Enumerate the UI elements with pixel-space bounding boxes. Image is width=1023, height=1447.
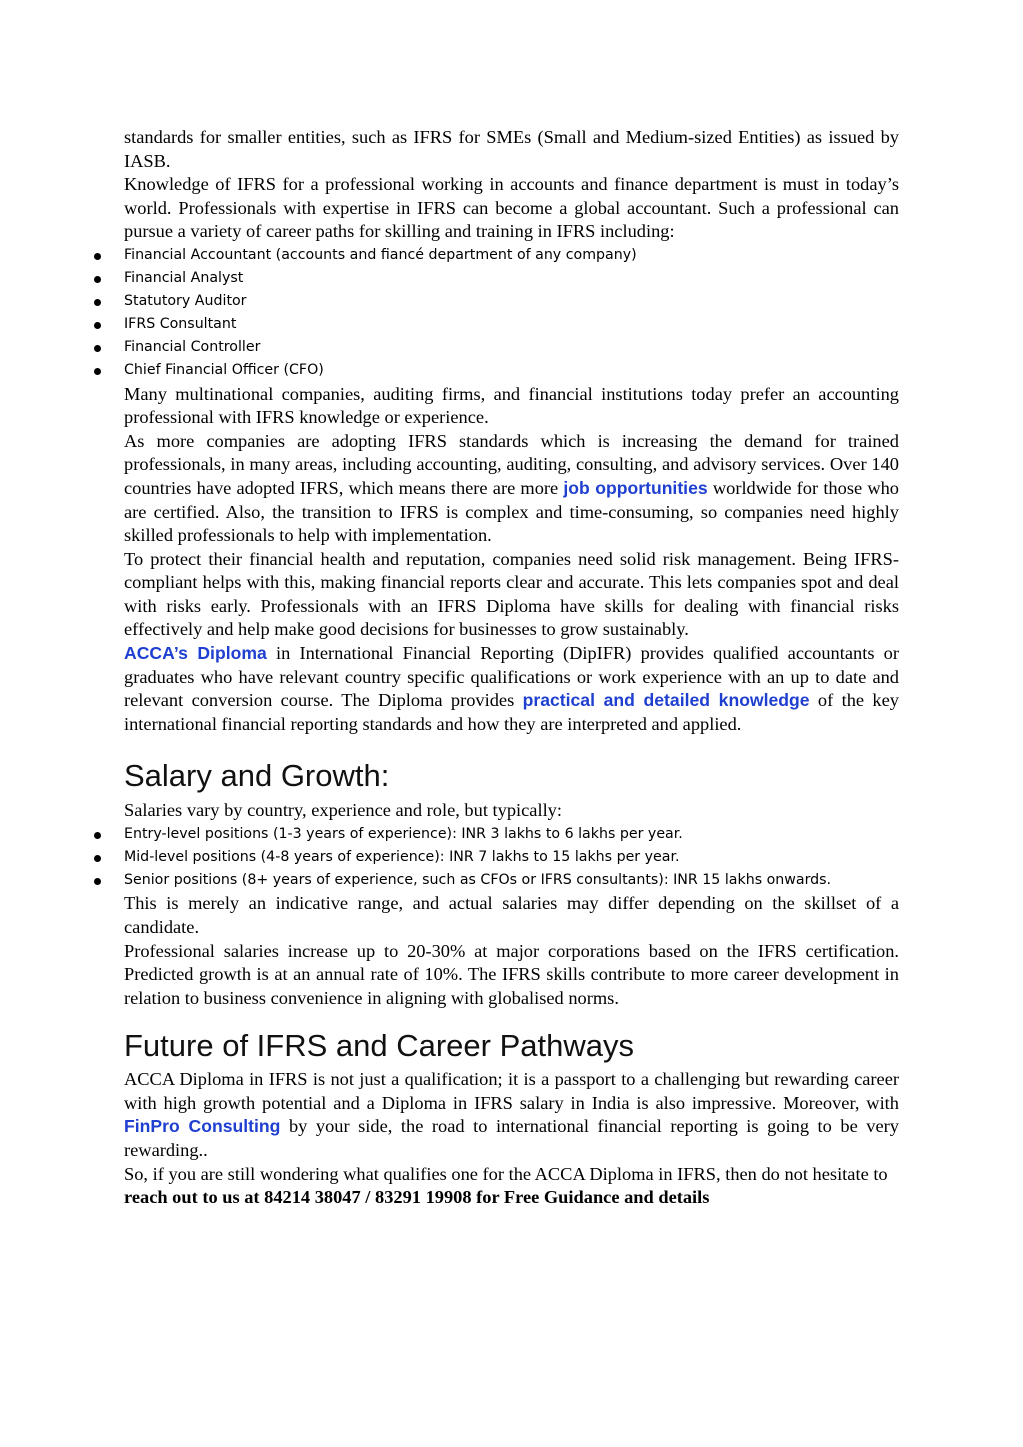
salary-paragraph-range: This is merely an indicative range, and actual salaries may differ depending on the skillset of a candidate.: [124, 893, 899, 937]
finpro-consulting-link[interactable]: FinPro Consulting: [124, 1116, 281, 1137]
body-paragraph-demand: [124, 430, 899, 548]
job-opportunities-link[interactable]: job opportunities: [563, 477, 708, 498]
contact-line: reach out to us at 84214 38047 / 83291 19908 for Free Guidance and details: [124, 1187, 710, 1208]
diploma-text-after: of the key international financial reporting standards and how they are interpreted and applied.: [124, 690, 899, 734]
practical-knowledge-link[interactable]: practical and detailed knowledge: [522, 690, 810, 711]
body-paragraph-risk: To protect their financial health and reputation, companies need solid risk management. Being IFRS-compliant helps with this, making financial reports clear and accurate. This lets companies spot and deal with risks early. Professionals with an IFRS Diploma have skills for dealing with financial risks effectively and help make good decisions for businesses to grow sustainably.: [124, 548, 899, 640]
countries-text: Over 140 countries have adopted IFRS, which means there are more: [124, 454, 899, 498]
future-paragraph-2: So, if you are still wondering what qualifies one for the ACCA Diploma in IFRS, then do not hesitate to: [124, 1163, 888, 1184]
intro-paragraph-1: standards for smaller entities, such as IFRS for SMEs (Small and Medium-sized Entities) as issued by IASB.: [124, 127, 899, 171]
salary-list: [124, 823, 899, 892]
list-item: Senior positions (8+ years of experience, such as CFOs or IFRS consultants): INR 15 lakhs onwards.: [124, 869, 899, 892]
list-item: Entry-level positions (1-3 years of experience): INR 3 lakhs to 6 lakhs per year.: [124, 823, 899, 846]
list-item: Statutory Auditor: [124, 290, 899, 313]
body-paragraph-diploma: [124, 642, 899, 736]
list-item: Financial Analyst: [124, 267, 899, 290]
list-item: Chief Financial Officer (CFO): [124, 359, 899, 382]
future-text-after: by your side, the road to international financial reporting is going to be very rewarding..: [124, 1116, 899, 1161]
intro-paragraph-2: Knowledge of IFRS for a professional working in accounts and finance department is must in today’s world. Professionals with expertise in IFRS can become a global accountant. Such a professional can pursue a variety of career paths for skilling and training in IFRS including:: [124, 174, 899, 242]
list-item: IFRS Consultant: [124, 313, 899, 336]
career-path-list: [124, 244, 899, 383]
list-item: Mid-level positions (4-8 years of experience): INR 7 lakhs to 15 lakhs per year.: [124, 846, 899, 869]
acca-diploma-link[interactable]: ACCA’s Diploma: [124, 643, 267, 664]
countries-text-after: worldwide for those who are certified. Also, the transition to IFRS is complex and time-consuming, so companies need highly skilled professionals to help with implementation.: [124, 477, 899, 546]
salary-heading: Salary and Growth:: [124, 758, 390, 794]
list-item: Financial Controller: [124, 336, 899, 359]
demand-text: As more companies are adopting IFRS standards which is increasing the demand for trained professionals, in many areas, including accounting, auditing, consulting, and advisory services.: [124, 430, 899, 475]
diploma-text: in International Financial Reporting (DipIFR) provides qualified accountants or graduates who have relevant country specific qualifications or work experience with an up to date and relevant conversion course. The Diploma provides: [124, 643, 899, 711]
body-paragraph-multinationals: Many multinational companies, auditing firms, and financial institutions today prefer an accounting professional with IFRS knowledge or experience.: [124, 383, 899, 428]
future-heading: Future of IFRS and Career Pathways: [124, 1028, 635, 1064]
future-text: ACCA Diploma in IFRS is not just a qualification; it is a passport to a challenging but rewarding career with high growth potential and a Diploma in IFRS salary in India is also impressive. Moreover, with: [124, 1069, 899, 1113]
salary-intro: Salaries vary by country, experience and role, but typically:: [124, 800, 562, 821]
future-paragraph-1: [124, 1068, 899, 1162]
list-item: Financial Accountant (accounts and fiancé department of any company): [124, 244, 899, 267]
document-page: [124, 126, 899, 1210]
salary-paragraph-growth: Professional salaries increase up to 20-30% at major corporations based on the IFRS certification. Predicted growth is at an annual rate of 10%. The IFRS skills contribute to more career development in relation to business convenience in aligning with globalised norms.: [124, 940, 899, 1008]
